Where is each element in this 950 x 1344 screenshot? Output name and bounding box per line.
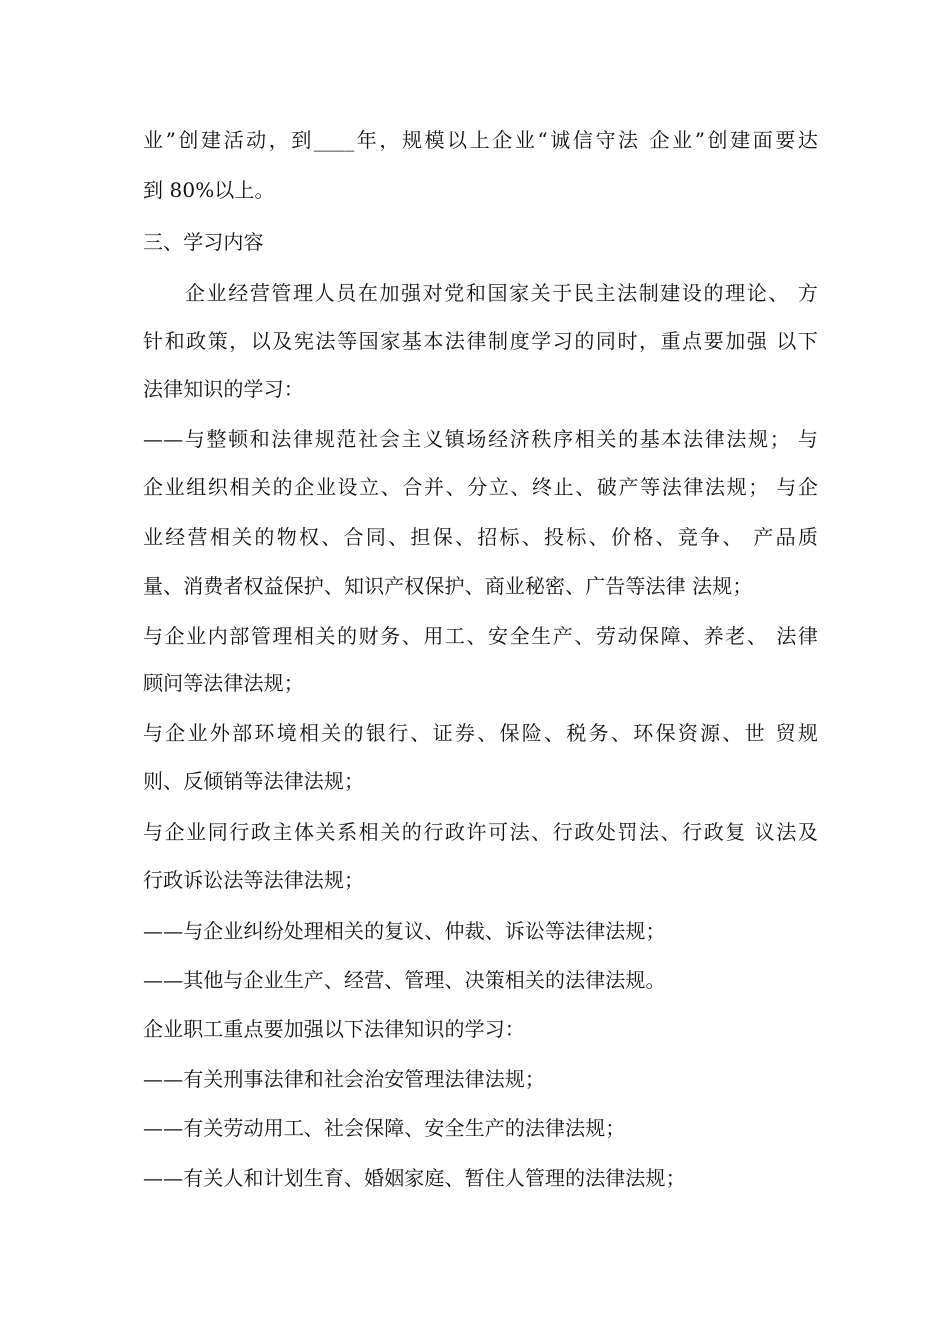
section-heading: 三、学习内容 (143, 230, 264, 254)
text-line-16: 行政诉讼法等法律法规； (143, 868, 365, 892)
text-line-1: 业”创建活动，到____年，规模以上企业“诚信守法 企业”创建面要达 (143, 128, 818, 152)
text-line-14: 则、反倾销等法律法规； (143, 769, 365, 793)
text-line-20: ——有关刑事法律和社会治安管理法律法规； (143, 1067, 545, 1091)
text-line-5: 针和政策，以及宪法等国家基本法律制度学习的同时，重点要加强 以下 (143, 329, 818, 353)
text-line-9: 业经营相关的物权、合同、担保、招标、投标、价格、竞争、 产品质 (143, 525, 818, 549)
text-line-18: ——其他与企业生产、经营、管理、决策相关的法律法规。 (143, 968, 666, 992)
text-line-13: 与企业外部环境相关的银行、证券、保险、税务、环保资源、世 贸规 (143, 721, 818, 745)
text-line-19: 企业职工重点要加强以下法律知识的学习： (143, 1017, 525, 1041)
text-line-7: ——与整顿和法律规范社会主义镇场经济秩序相关的基本法律法规； 与 (143, 427, 818, 451)
text-line-12: 顾问等法律法规； (143, 671, 304, 695)
text-line-4: 企业经营管理人员在加强对党和国家关于民主法制建设的理论、 方 (185, 281, 818, 305)
text-line-22: ——有关人和计划生育、婚姻家庭、暂住人管理的法律法规； (143, 1166, 686, 1190)
text-line-2: 到 80%以上。 (143, 178, 275, 202)
text-line-10: 量、消费者权益保护、知识产权保护、商业秘密、广告等法律 法规； (143, 574, 753, 598)
text-line-17: ——与企业纠纷处理相关的复议、仲裁、诉讼等法律法规； (143, 919, 666, 943)
text-line-21: ——有关劳动用工、社会保障、安全生产的法律法规； (143, 1116, 626, 1140)
text-line-15: 与企业同行政主体关系相关的行政许可法、行政处罚法、行政复 议法及 (143, 820, 818, 844)
text-line-11: 与企业内部管理相关的财务、用工、安全生产、劳动保障、养老、 法律 (143, 624, 818, 648)
text-line-8: 企业组织相关的企业设立、合并、分立、终止、破产等法律法规； 与企 (143, 475, 818, 499)
text-line-6: 法律知识的学习： (143, 377, 304, 401)
